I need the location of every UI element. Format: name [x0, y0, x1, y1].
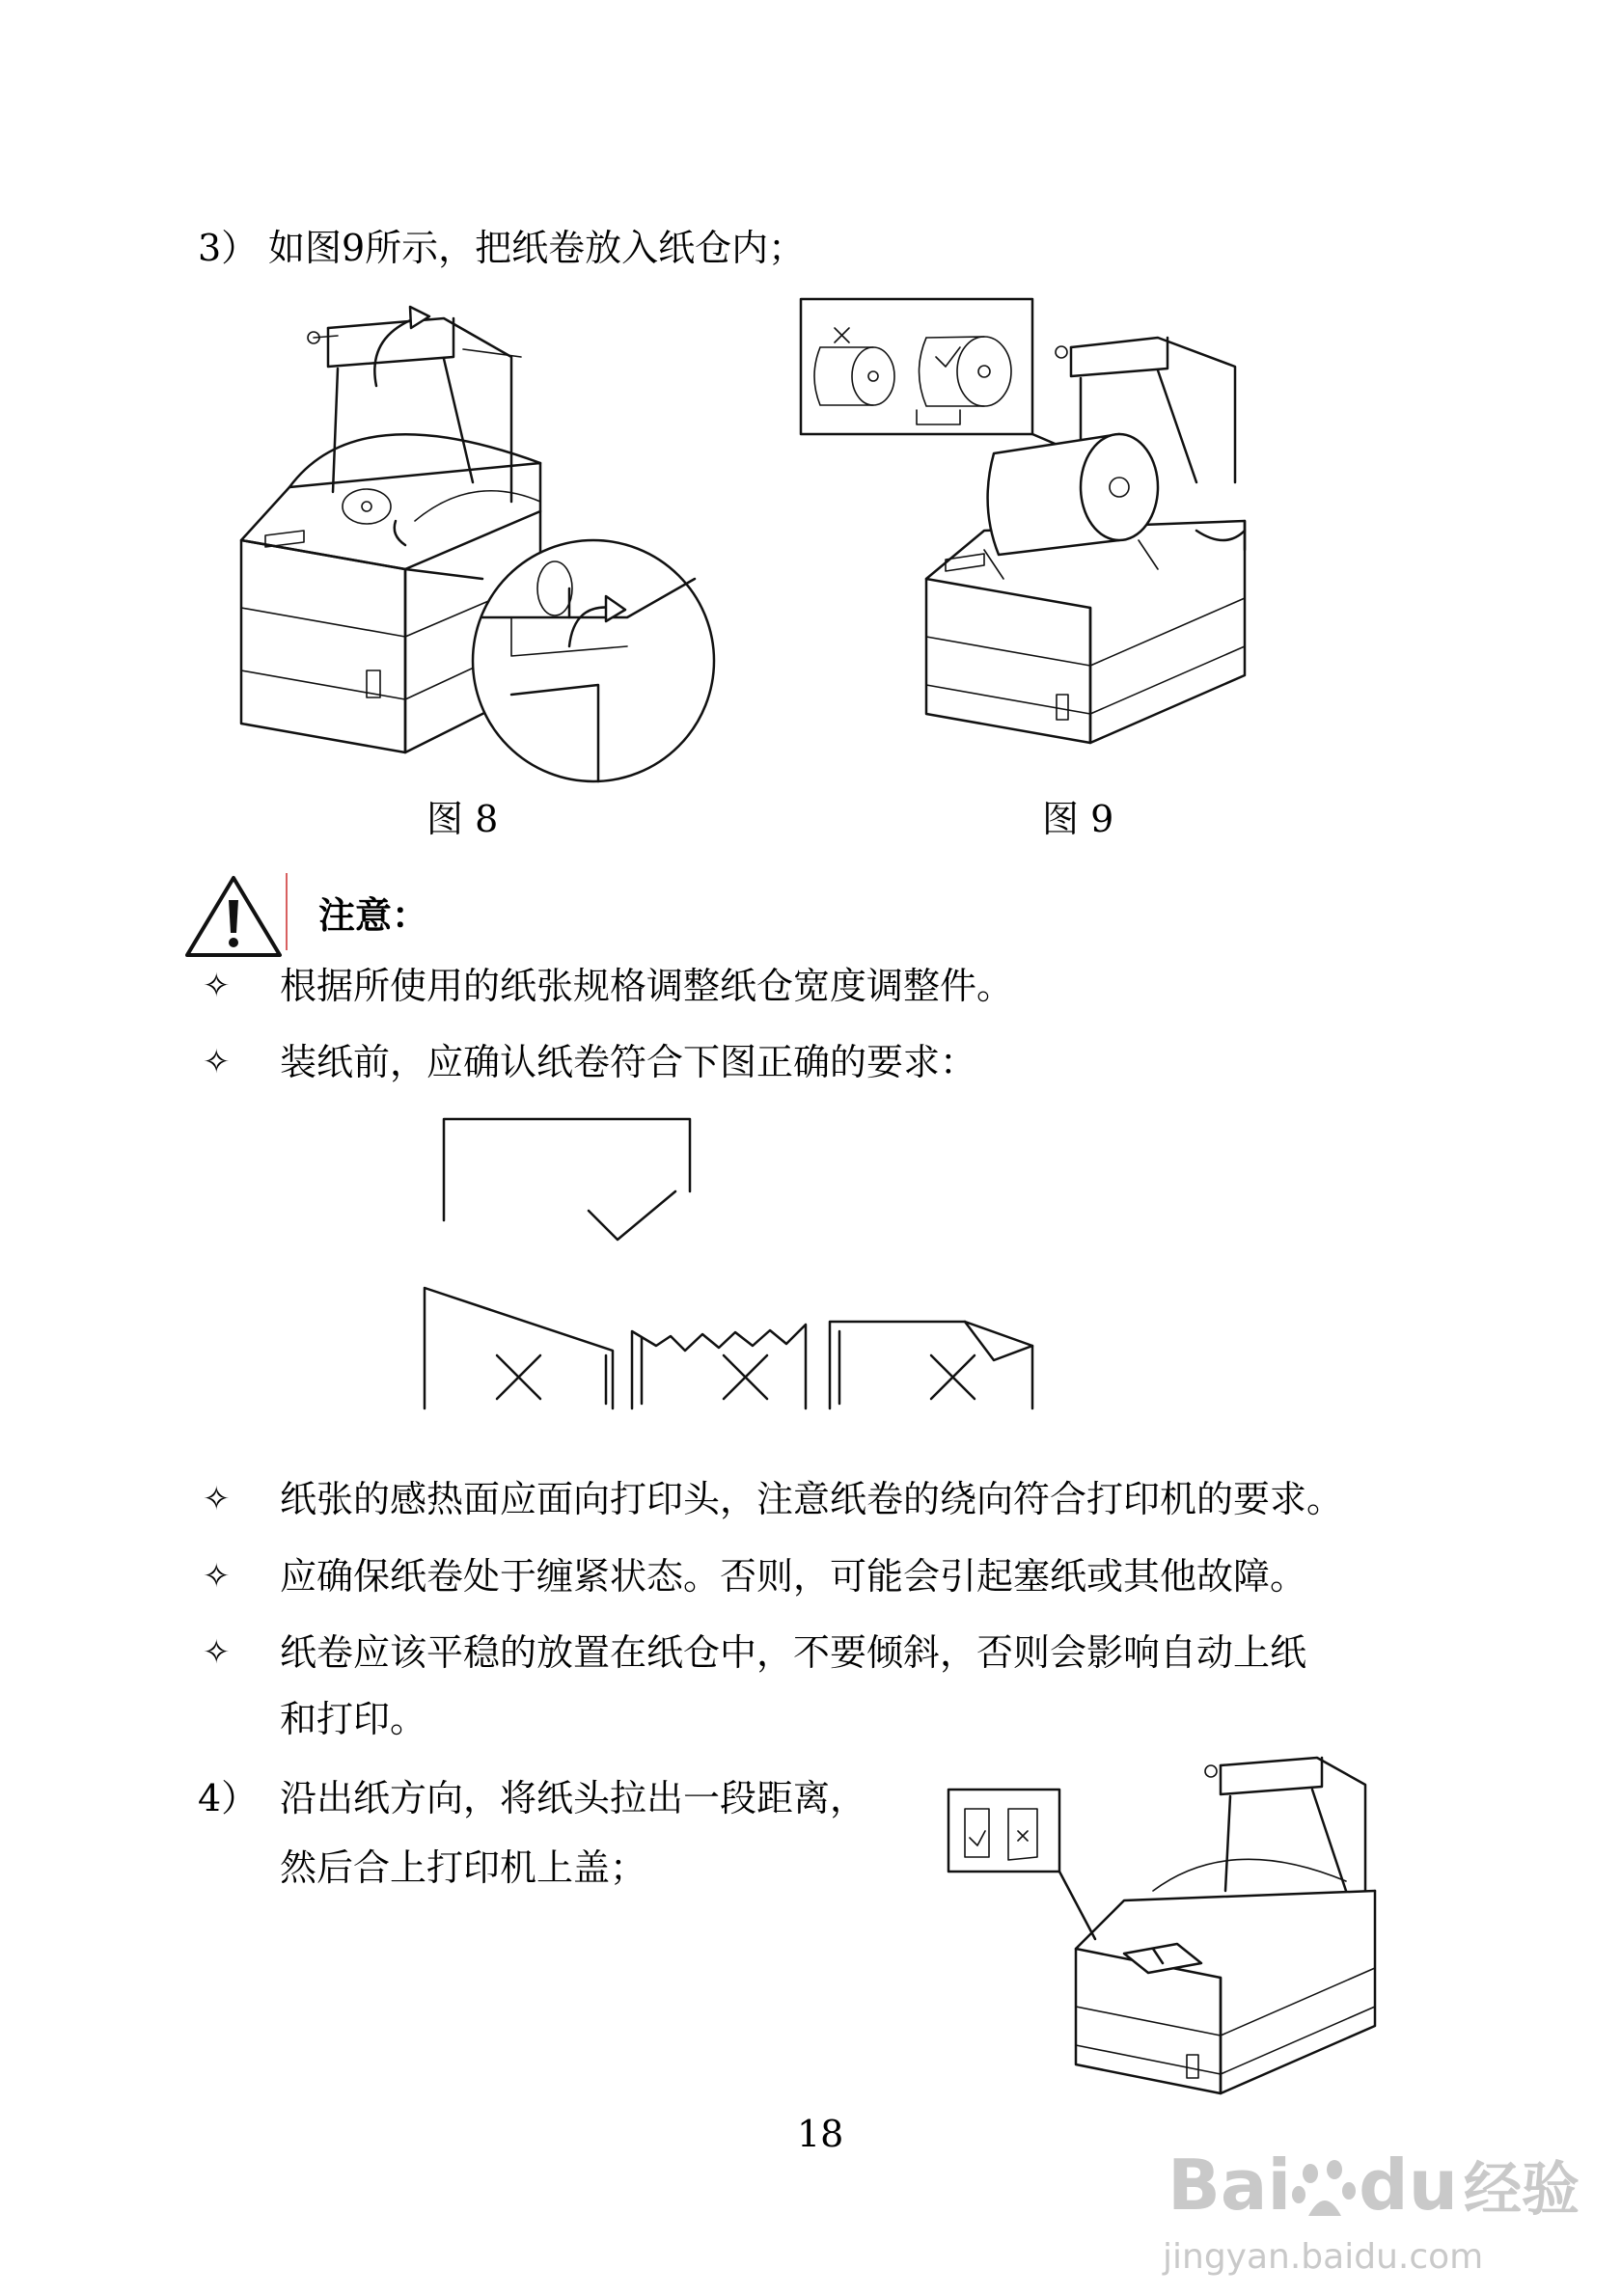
paw-icon — [1291, 2156, 1359, 2224]
step4-line2: 然后合上打印机上盖； — [280, 1846, 647, 1889]
notice-item-2: 装纸前，应确认纸卷符合下图正确的要求： — [280, 1041, 977, 1083]
watermark-cn: 经验 — [1463, 2156, 1580, 2224]
page-number: 18 — [797, 2113, 844, 2155]
watermark-brand — [1168, 2146, 1580, 2228]
watermark-url: jingyan.baidu.com — [1163, 2237, 1484, 2277]
step3-number: 3） — [198, 227, 259, 269]
notice-item-1: 根据所使用的纸张规格调整纸仓宽度调整件。 — [280, 965, 1014, 1007]
warning-divider — [286, 873, 288, 950]
figure-9-printer-paper-roll — [791, 289, 1293, 801]
notice-item-4: 应确保纸卷处于缠紧状态。否则，可能会引起塞纸或其他故障。 — [280, 1555, 1307, 1598]
notice-item-5: 纸卷应该平稳的放置在纸仓中，不要倾斜，否则会影响自动上纸 — [280, 1631, 1307, 1674]
warning-icon — [183, 873, 289, 960]
watermark-brand-part2: du — [1359, 2145, 1458, 2226]
step4-number: 4） — [198, 1777, 259, 1819]
figure-8-caption: 图 8 — [426, 798, 499, 840]
watermark-brand-part1: Bai — [1168, 2145, 1292, 2226]
step4-line1: 沿出纸方向，将纸头拉出一段距离， — [280, 1777, 867, 1819]
figure-printer-pull-paper — [941, 1746, 1394, 2151]
notice-title: 注意： — [318, 893, 429, 937]
bullet-icon: ✧ — [203, 967, 231, 1005]
paper-edge-diagram — [415, 1114, 1071, 1452]
bullet-icon: ✧ — [203, 1633, 231, 1672]
step3-text: 如图9所示，把纸卷放入纸仓内； — [268, 227, 806, 269]
notice-item-5-continued: 和打印。 — [280, 1698, 427, 1740]
figure-9-caption: 图 9 — [1042, 798, 1114, 840]
figure-8-printer-open-lid — [222, 299, 743, 801]
notice-item-3: 纸张的感热面应面向打印头，注意纸卷的绕向符合打印机的要求。 — [280, 1478, 1344, 1520]
bullet-icon: ✧ — [203, 1480, 231, 1518]
bullet-icon: ✧ — [203, 1557, 231, 1596]
bullet-icon: ✧ — [203, 1043, 231, 1081]
